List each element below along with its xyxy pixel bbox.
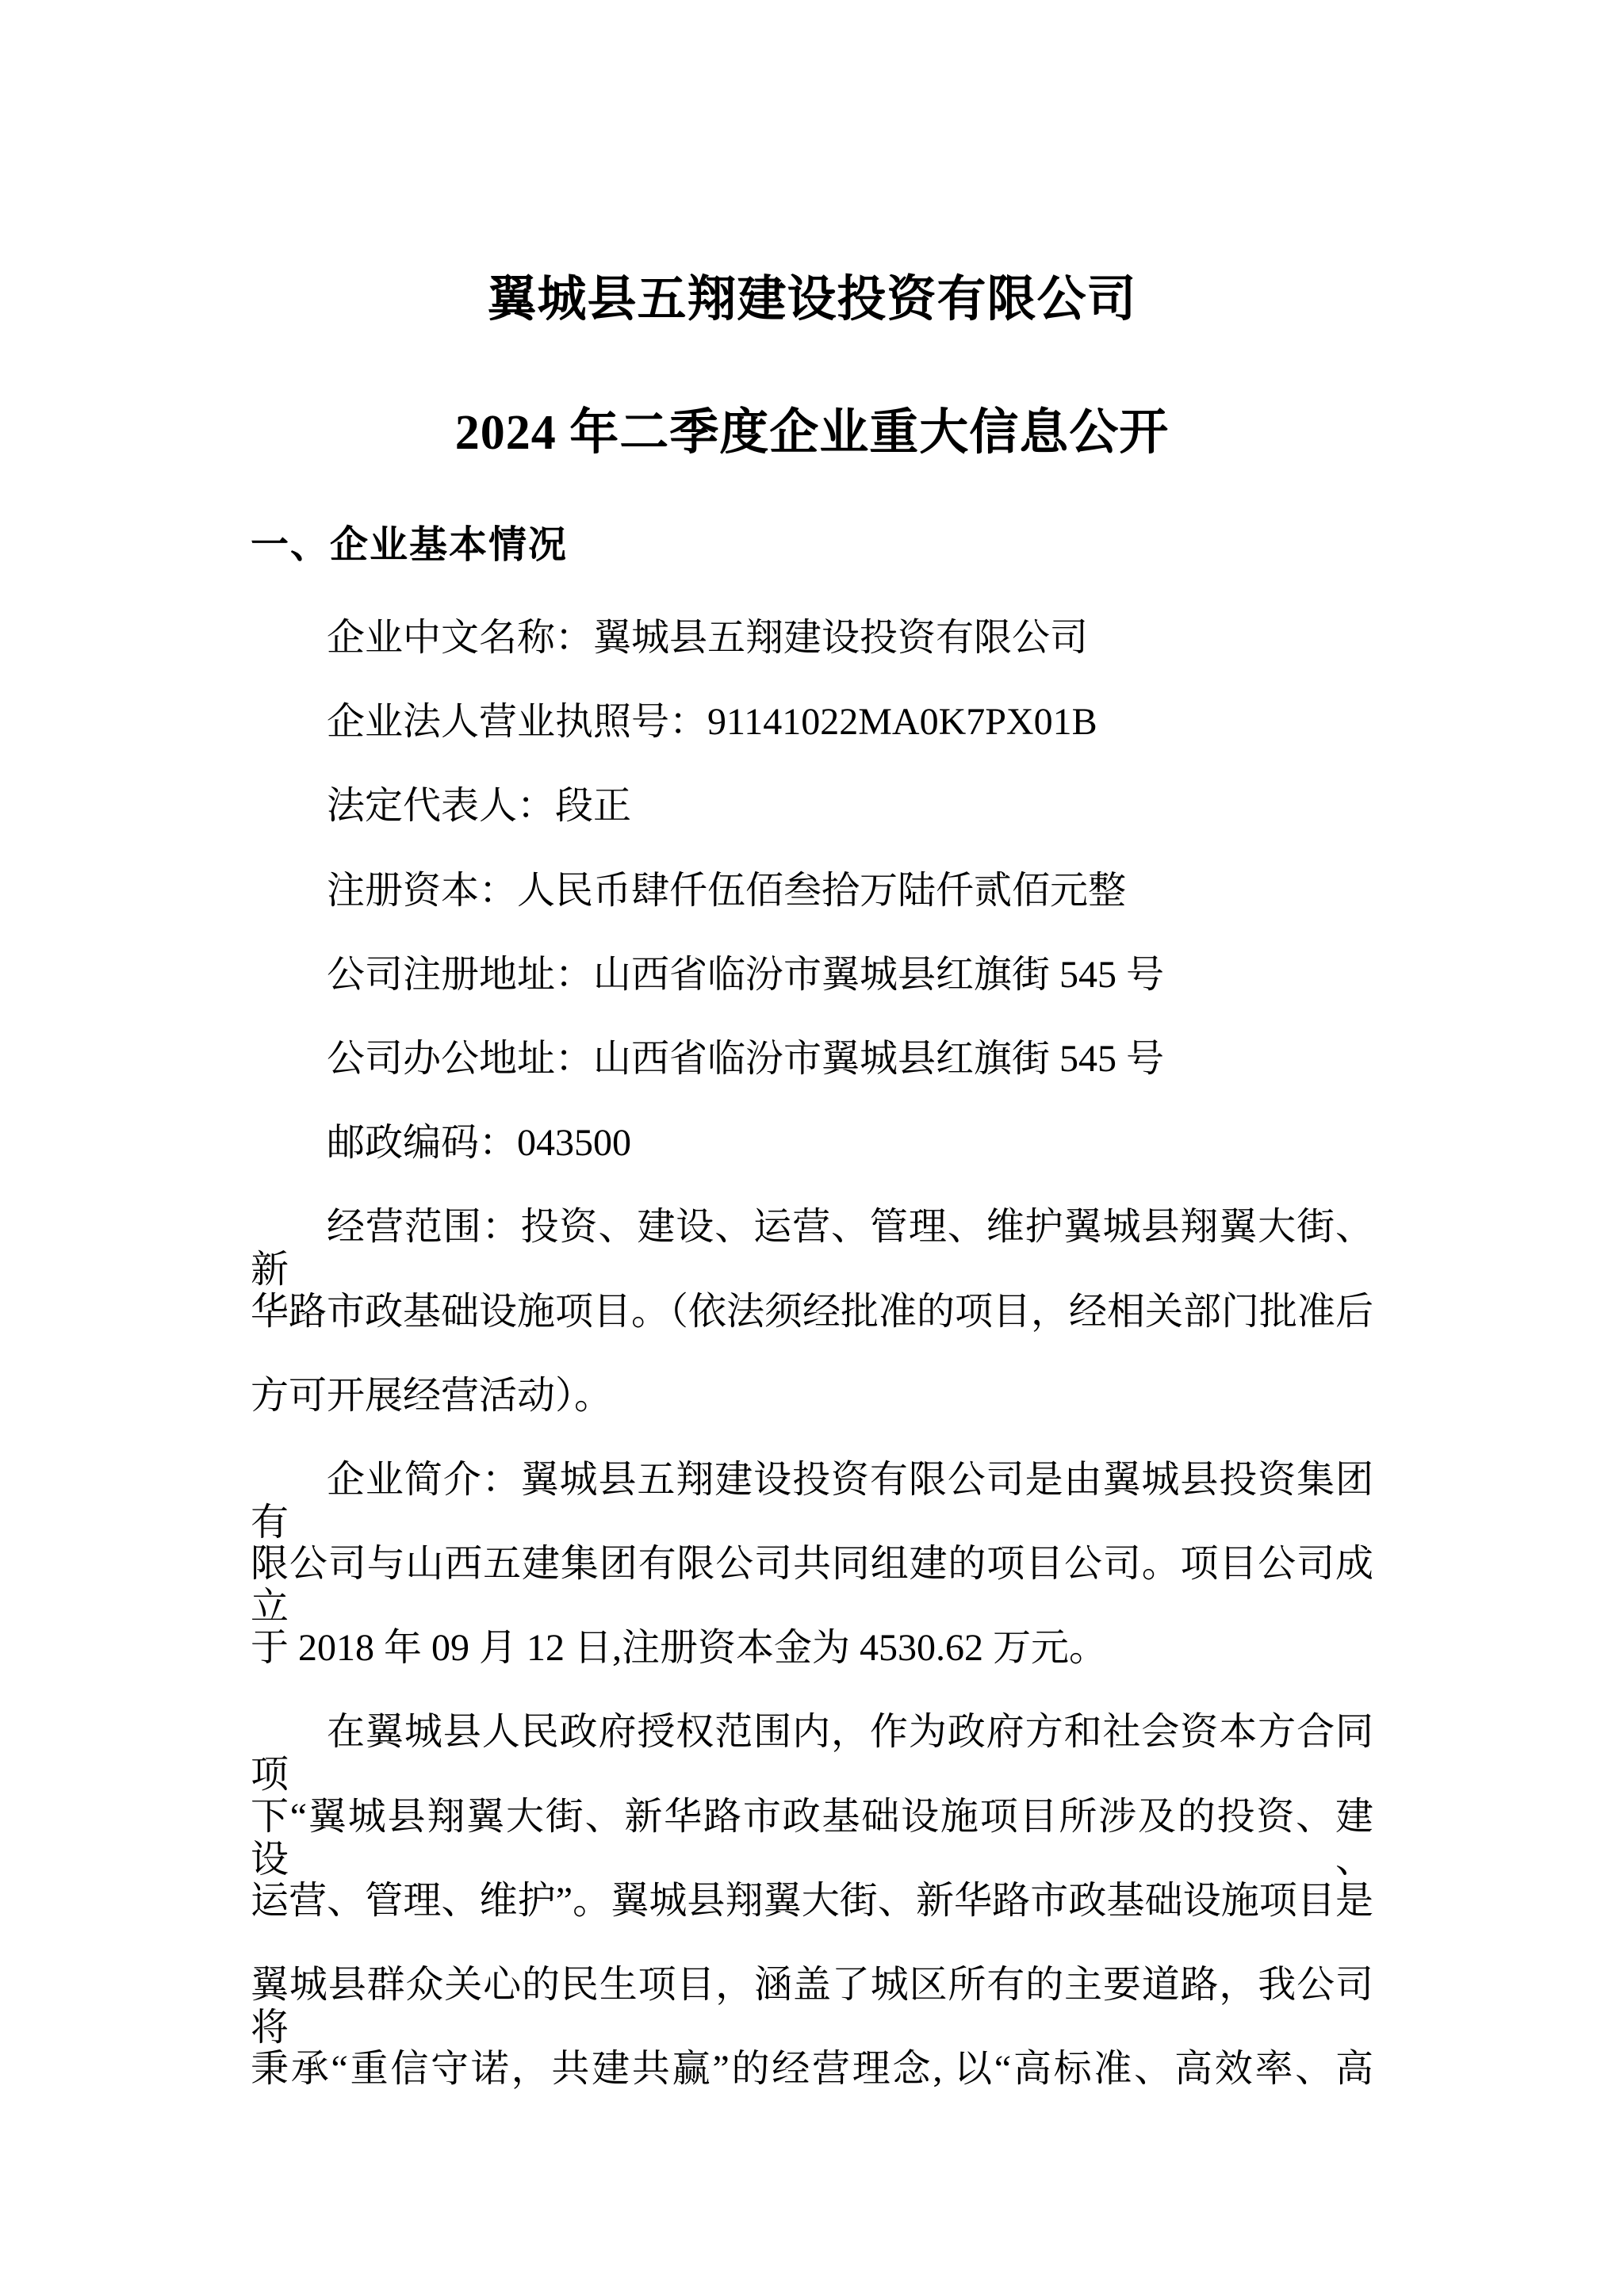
line-license-number: 企业法人营业执照号：91141022MA0K7PX01B — [327, 701, 1097, 744]
line-company-profile-1: 企业简介：翼城县五翔建设投资有限公司是由翼城县投资集团有 — [251, 1458, 1373, 1544]
line-authorization-para-5: 秉承“重信守诺，共建共赢”的经营理念, 以“高标准、高效率、高 — [251, 2048, 1373, 2091]
line-company-profile-2: 限公司与山西五建集团有限公司共同组建的项目公司。项目公司成立 — [251, 1543, 1373, 1628]
section-heading-basic-info: 一、企业基本情况 — [251, 524, 569, 566]
document-title-report: 2024 年二季度企业重大信息公开 — [454, 406, 1170, 460]
line-office-address: 公司办公地址：山西省临汾市翼城县红旗街 545 号 — [327, 1037, 1165, 1080]
line-company-name: 企业中文名称：翼城县五翔建设投资有限公司 — [327, 617, 1089, 659]
document-title-company: 翼城县五翔建设投资有限公司 — [487, 273, 1137, 327]
line-business-scope-2: 华路市政基础设施项目。（依法须经批准的项目，经相关部门批准后 — [251, 1290, 1374, 1333]
line-legal-representative: 法定代表人：段正 — [327, 785, 632, 828]
document-body — [251, 617, 1373, 2132]
line-business-scope-1: 经营范围：投资、建设、运营、管理、维护翼城县翔翼大街、新 — [251, 1206, 1373, 1292]
line-authorization-para-4: 翼城县群众关心的民生项目，涵盖了城区所有的主要道路，我公司将 — [251, 1964, 1373, 2049]
line-authorization-para-1: 在翼城县人民政府授权范围内，作为政府方和社会资本方合同项 — [251, 1711, 1373, 1797]
line-business-scope-3: 方可开展经营活动）。 — [251, 1374, 613, 1417]
line-postal-code: 邮政编码：043500 — [327, 1122, 632, 1165]
line-registered-capital: 注册资本：人民币肆仟伍佰叁拾万陆仟贰佰元整 — [327, 869, 1127, 912]
line-registered-address: 公司注册地址：山西省临汾市翼城县红旗街 545 号 — [327, 953, 1165, 996]
line-company-profile-3: 于 2018 年 09 月 12 日,注册资本金为 4530.62 万元。 — [251, 1627, 1108, 1670]
line-authorization-para-3: 运营、管理、维护”。翼城县翔翼大街、新华路市政基础设施项目是 — [251, 1879, 1373, 1922]
line-authorization-para-2: 下“翼城县翔翼大街、新华路市政基础设施项目所涉及的投资、建设、 — [251, 1795, 1373, 1881]
